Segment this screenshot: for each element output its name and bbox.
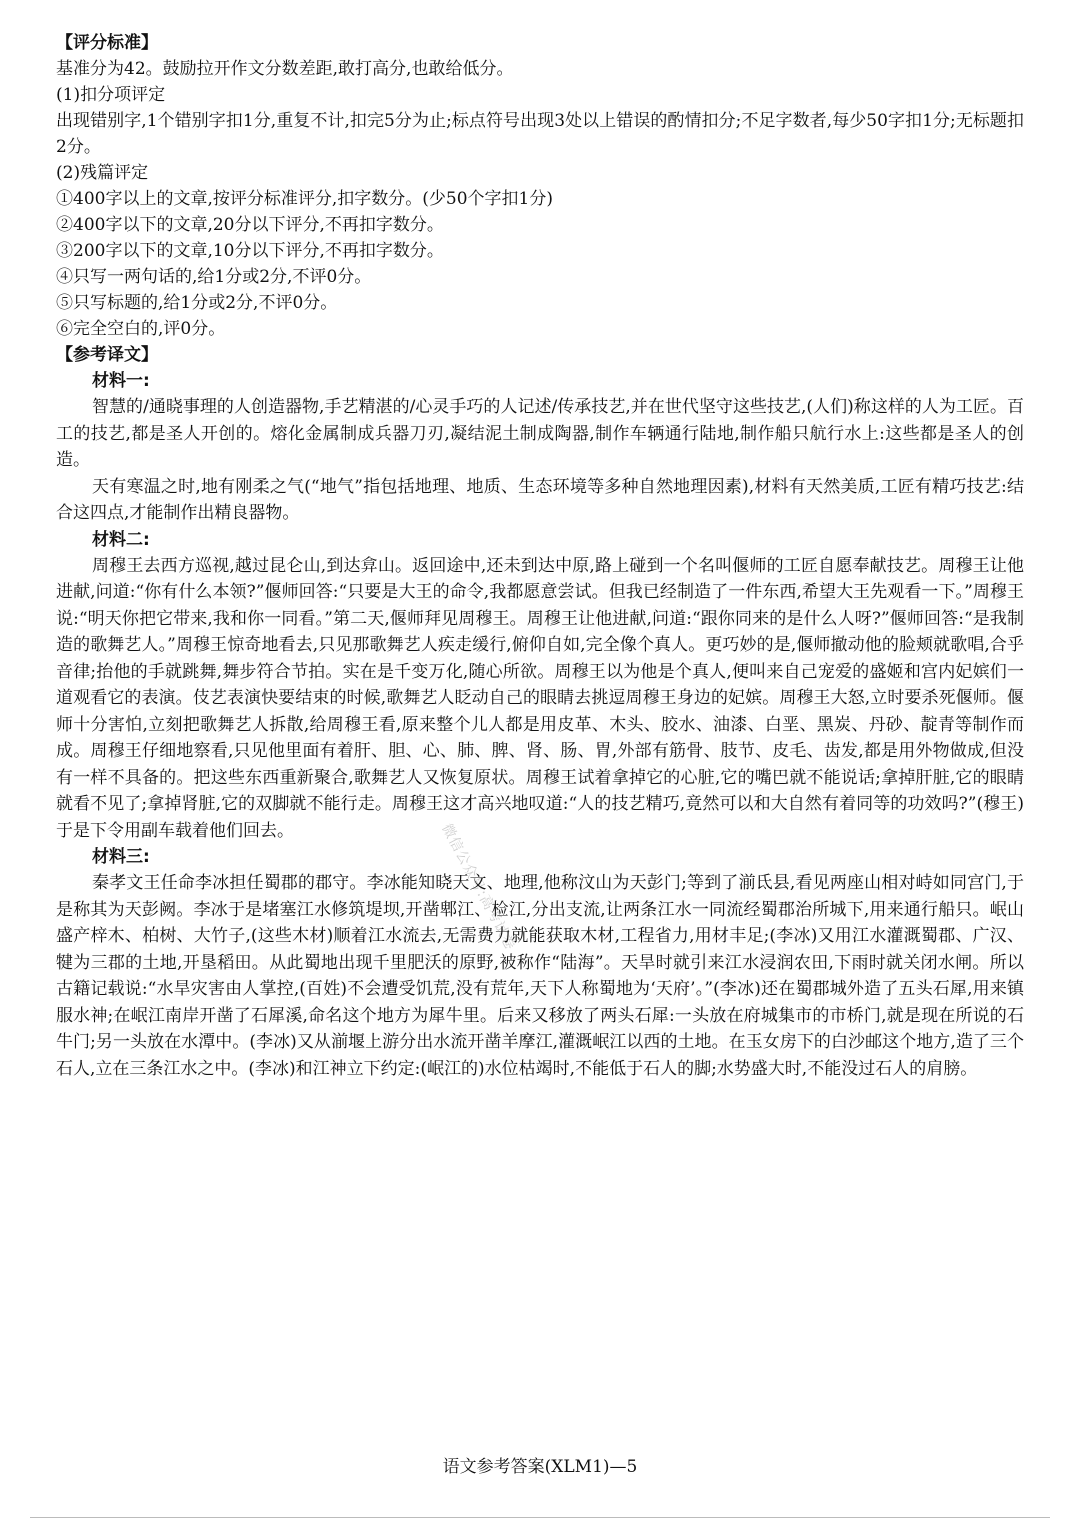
material-two-paragraph: 周穆王去西方巡视,越过昆仑山,到达弇山。返回途中,还未到达中原,路上碰到一个名叫偃师的工匠自愿奉献技艺。周穆王让他进献,问道:“你有什么本领?”偃师回答:“只要是大王的命令,我都愿意尝试。但我已经制造了一件东西,希望大王先观看一下。”周穆王说:“明天你把它带来,我和你一同看。”第二天,偃师拜见周穆王。周穆王让他进献,问道:“跟你同来的是什么人呀?”偃师回答:“是我制造的歌舞艺人。”周穆王惊奇地看去,只见那歌舞艺人疾走缓行,俯仰自如,完全像个真人。更巧妙的是,偃师撤动他的脸颊就歌唱,合乎音律;抬他的手就跳舞,舞步符合节拍。实在是千变万化,随心所欲。周穆王以为他是个真人,便叫来自己宠爱的盛姬和宫内妃嫔们一道观看它的表演。伎艺表演快要结束的时候,歌舞艺人眨动自己的眼睛去挑逗周穆王身边的妃嫔。周穆王大怒,立时要杀死偃师。偃师十分害怕,立刻把歌舞艺人拆散,给周穆王看,原来整个儿人都是用皮革、木头、胶水、油漆、白垩、黑炭、丹砂、靛青等制作而成。周穆王仔细地察看,只见他里面有着肝、胆、心、肺、脾、肾、肠、胃,外部有筋骨、肢节、皮毛、齿发,都是用外物做成,但没有一样不具备的。把这些东西重新聚合,歌舞艺人又恢复原状。周穆王试着拿掉它的心脏,它的嘴巴就不能说话;拿掉肝脏,它的眼睛就看不见了;拿掉肾脏,它的双脚就不能行走。周穆王这才高兴地叹道:“人的技艺精巧,竟然可以和大自然有着同等的功效吗?”(穆王)于是下令用副车载着他们回去。 <box>56 555 1024 841</box>
incomplete-item: ⑥完全空白的,评0分。 <box>56 319 226 339</box>
scoring-baseline: 基准分为42。鼓励拉开作文分数差距,敢打高分,也敢给低分。 <box>56 59 514 79</box>
answer-page <box>56 30 1024 1082</box>
incomplete-item: ①400字以上的文章,按评分标准评分,扣字数分。(少50个字扣1分) <box>56 189 553 209</box>
page-footer: 语文参考答案(XLM1)—5 <box>442 1457 638 1477</box>
scoring-heading: 【评分标准】 <box>56 33 158 53</box>
incomplete-item: ③200字以下的文章,10分以下评分,不再扣字数分。 <box>56 241 444 261</box>
material-one-paragraph: 智慧的/通晓事理的人创造器物,手艺精湛的/心灵手巧的人记述/传承技艺,并在世代坚守这些技艺,(人们)称这样的人为工匠。百工的技艺,都是圣人开创的。熔化金属制成兵器刀刃,凝结泥土制成陶器,制作车辆通行陆地,制作船只航行水上:这些都是圣人的创造。 <box>56 397 1024 470</box>
material-one-title: 材料一: <box>92 371 150 391</box>
deduction-text: 出现错别字,1个错别字扣1分,重复不计,扣完5分为止;标点符号出现3处以上错误的酌情扣分;不足字数者,每少50字扣1分;无标题扣2分。 <box>56 111 1024 157</box>
deduction-title: (1)扣分项评定 <box>56 85 166 105</box>
incomplete-item: ②400字以下的文章,20分以下评分,不再扣字数分。 <box>56 215 444 235</box>
incomplete-item: ⑤只写标题的,给1分或2分,不评0分。 <box>56 293 338 313</box>
translation-heading: 【参考译文】 <box>56 345 158 365</box>
material-two-title: 材料二: <box>92 529 150 550</box>
bottom-divider <box>30 1517 1050 1518</box>
material-three-title: 材料三: <box>92 847 150 867</box>
material-three-paragraph: 秦孝文王任命李冰担任蜀郡的郡守。李冰能知晓天文、地理,他称汶山为天彭门;等到了湔氐县,看见两座山相对峙如同宫门,于是称其为天彭阙。李冰于是堵塞江水修筑堤坝,开凿郫江、检江,分出支流,让两条江水一同流经蜀郡治所城下,用来通行船只。岷山盛产梓木、柏树、大竹子,(这些木材)顺着江水流去,无需费力就能获取木材,工程省力,用材丰足;(李冰)又用江水灌溉蜀郡、广汉、犍为三郡的土地,开垦稻田。从此蜀地出现千里肥沃的原野,被称作“陆海”。天旱时就引来江水浸润农田,下雨时就关闭水闸。所以古籍记载说:“水旱灾害由人掌控,(百姓)不会遭受饥荒,没有荒年,天下人称蜀地为‘天府’。”(李冰)还在蜀郡城外造了五头石犀,用来镇服水神;在岷江南岸开凿了石犀溪,命名这个地方为犀牛里。后来又移放了两头石犀:一头放在府城集市的市桥门,就是现在所说的石牛门;另一头放在水潭中。(李冰)又从湔堰上游分出水流开凿羊摩江,灌溉岷江以西的土地。在玉女房下的白沙邮这个地方,造了三个石人,立在三条江水之中。(李冰)和江神立下约定:(岷江的)水位枯竭时,不能低于石人的脚;水势盛大时,不能没过石人的肩膀。 <box>56 873 1024 1079</box>
incomplete-title: (2)残篇评定 <box>56 163 149 183</box>
incomplete-item: ④只写一两句话的,给1分或2分,不评0分。 <box>56 267 372 287</box>
material-one-paragraph: 天有寒温之时,地有刚柔之气(“地气”指包括地理、地质、生态环境等多种自然地理因素),材料有天然美质,工匠有精巧技艺:结合这四点,才能制作出精良器物。 <box>56 476 1024 523</box>
watermark-text: 微信公众号:高考试卷 <box>438 821 519 954</box>
